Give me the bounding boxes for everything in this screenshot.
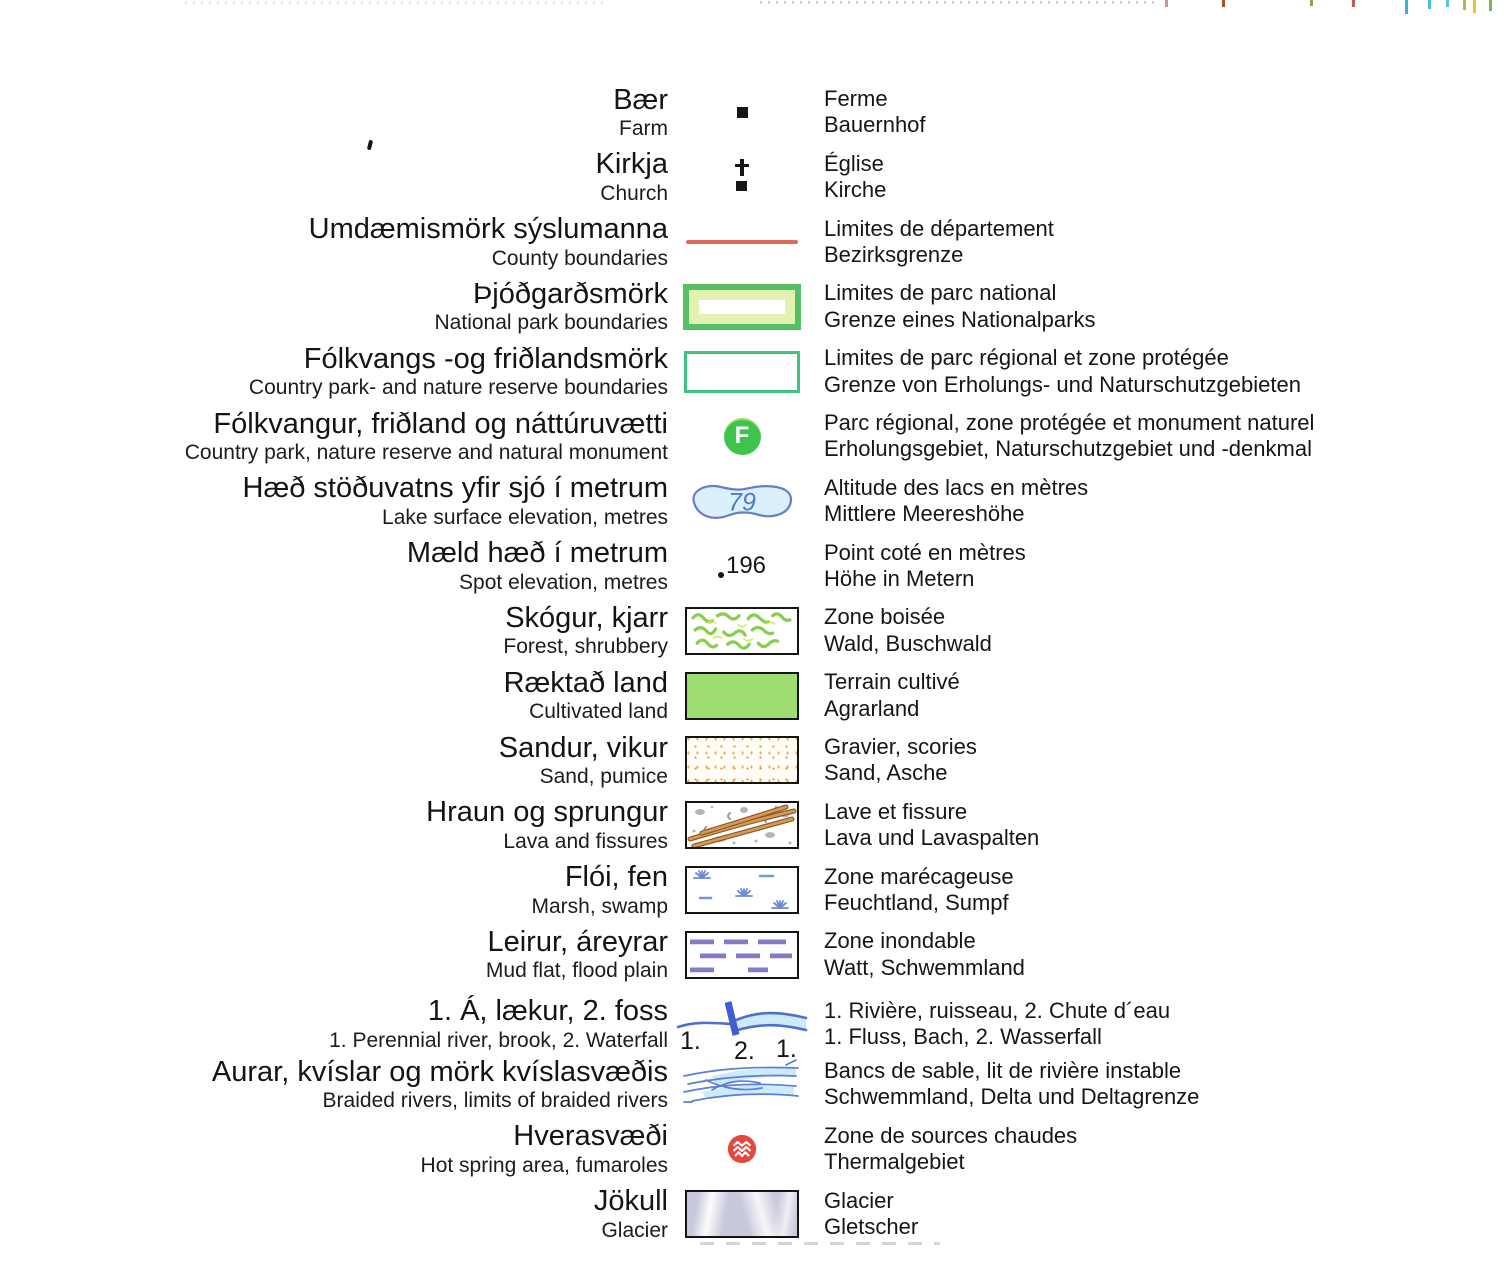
desc-french: Point coté en mètres (824, 539, 1026, 565)
scan-tick (1428, 0, 1431, 9)
glacier-swatch-icon (685, 1190, 799, 1238)
map-legend (0, 80, 1504, 1246)
sand-swatch-icon (685, 736, 799, 784)
row-names (0, 1121, 674, 1177)
desc-french: Zone boisée (824, 604, 946, 630)
scan-tick (1310, 0, 1313, 6)
scan-speck-line (185, 1, 605, 4)
name-english: Braided rivers, limits of braided rivers (322, 1089, 668, 1113)
name-icelandic: 1. Á, lækur, 2. foss (427, 995, 668, 1028)
desc-french: Zone inondable (824, 928, 976, 954)
church-square (736, 181, 747, 191)
desc-german: Bezirksgrenze (824, 241, 964, 267)
desc-german: Thermalgebiet (824, 1149, 965, 1175)
scan-tick (1405, 0, 1408, 14)
legend-row-cultivated-land (0, 663, 1504, 728)
row-descriptions (810, 540, 1504, 593)
desc-german: Wald, Buschwald (824, 630, 992, 656)
church-cross-vertical (740, 159, 744, 176)
legend-row-river-waterfall (0, 987, 1504, 1066)
name-icelandic: Leirur, áreyrar (487, 925, 668, 958)
row-names (0, 409, 674, 465)
monument-letter: F (734, 422, 750, 450)
row-descriptions (810, 1123, 1504, 1176)
row-names (0, 603, 674, 659)
marsh-swatch-icon (685, 866, 799, 914)
legend-row-country-park-boundaries (0, 339, 1504, 404)
desc-german: Watt, Schwemmland (824, 954, 1025, 980)
row-descriptions (810, 669, 1504, 722)
name-icelandic: Umdæmismörk sýslumanna (308, 213, 668, 246)
desc-german: Erholungsgebiet, Naturschutzgebiet und -denkmal (824, 436, 1312, 462)
legend-row-farm (0, 80, 1504, 145)
name-english: 1. Perennial river, brook, 2. Waterfall (329, 1028, 668, 1052)
legend-row-church (0, 145, 1504, 210)
legend-row-national-park (0, 274, 1504, 339)
lake-elevation-value: 79 (728, 488, 756, 517)
scan-tick (1489, 0, 1492, 11)
name-english: National park boundaries (434, 311, 668, 335)
row-names (0, 538, 674, 594)
spot-dot (718, 572, 724, 578)
legend-row-braided-rivers (0, 1052, 1504, 1117)
desc-german: Grenze eines Nationalparks (824, 306, 1096, 332)
desc-german: Lava und Lavaspalten (824, 825, 1040, 851)
desc-french: Limites de parc régional et zone protégée (824, 345, 1229, 371)
mudflat-swatch-icon (685, 931, 799, 979)
desc-french: Ferme (824, 86, 888, 111)
desc-german: Schwemmland, Delta und Deltagrenze (824, 1084, 1200, 1110)
name-icelandic: Ræktað land (503, 666, 668, 699)
desc-german: Agrarland (824, 695, 920, 721)
row-names (0, 279, 674, 335)
desc-french: Lave et fissure (824, 798, 968, 824)
legend-row-hot-spring (0, 1117, 1504, 1182)
desc-german: Höhe in Metern (824, 565, 975, 591)
legend-row-forest (0, 598, 1504, 663)
scan-tick (1446, 0, 1449, 7)
name-icelandic: Hraun og sprungur (426, 796, 668, 829)
name-icelandic: Sandur, vikur (498, 731, 668, 764)
name-icelandic: Mæld hæð í metrum (406, 537, 668, 570)
desc-german: Mittlere Meereshöhe (824, 501, 1025, 527)
river-label-3: 1. (776, 1035, 797, 1064)
desc-german: Bauernhof (824, 112, 926, 138)
name-english: Lake surface elevation, metres (382, 505, 668, 529)
desc-french: Église (824, 150, 884, 176)
row-descriptions (810, 280, 1504, 333)
name-english: Church (600, 181, 668, 205)
row-names (0, 85, 674, 141)
scan-tick (1473, 0, 1476, 13)
national-park-boundary-icon (683, 284, 801, 330)
desc-french: Limites de parc national (824, 280, 1057, 306)
row-names (0, 1057, 674, 1113)
desc-german: Sand, Asche (824, 760, 948, 786)
row-names (0, 1186, 674, 1242)
mudflat-pattern (687, 933, 797, 977)
legend-row-spot-elevation (0, 534, 1504, 599)
row-names (0, 214, 674, 270)
lava-pattern (687, 803, 797, 847)
row-descriptions (810, 1058, 1504, 1111)
name-english: County boundaries (491, 246, 668, 270)
name-icelandic: Bær (613, 83, 668, 116)
name-english: Farm (619, 117, 668, 141)
desc-french: Terrain cultivé (824, 669, 960, 695)
row-descriptions (810, 928, 1504, 981)
row-descriptions (810, 86, 1504, 139)
church-cross-horizontal (735, 164, 749, 168)
scan-tick (1352, 0, 1355, 7)
legend-row-mud-flat (0, 922, 1504, 987)
row-names (0, 473, 674, 529)
desc-french: Glacier (824, 1187, 894, 1213)
name-english: Country park, nature reserve and natural monument (184, 441, 668, 465)
legend-row-marsh (0, 858, 1504, 923)
church-icon (732, 159, 752, 195)
lake-elevation-icon (685, 475, 799, 527)
scan-tick (1222, 0, 1225, 7)
name-english: Mud flat, flood plain (485, 959, 668, 983)
legend-row-lava (0, 793, 1504, 858)
row-names (0, 733, 674, 789)
name-english: Country park- and nature reserve boundaries (248, 376, 668, 400)
name-icelandic: Hverasvæði (513, 1120, 668, 1153)
desc-german: 1. Fluss, Bach, 2. Wasserfall (824, 1024, 1102, 1050)
desc-french: Altitude des lacs en mètres (824, 474, 1089, 500)
row-names (0, 149, 674, 205)
name-icelandic: Flói, fen (564, 861, 668, 894)
desc-french: 1. Rivière, ruisseau, 2. Chute d´eau (824, 997, 1171, 1023)
name-english: Glacier (601, 1218, 668, 1242)
forest-squiggles (687, 609, 797, 653)
river-waterfall-icon (676, 997, 808, 1066)
row-descriptions (810, 864, 1504, 917)
row-descriptions (810, 410, 1504, 463)
name-icelandic: Jökull (593, 1185, 668, 1218)
desc-french: Parc régional, zone protégée et monument naturel (824, 409, 1315, 435)
river-label-1: 1. (680, 1027, 701, 1056)
scan-tick (1463, 0, 1466, 10)
farm-square-icon (737, 107, 748, 118)
name-icelandic: Þjóðgarðsmörk (472, 278, 668, 311)
desc-german: Kirche (824, 177, 887, 203)
row-descriptions (810, 151, 1504, 204)
legend-row-sand (0, 728, 1504, 793)
scan-tick (1165, 0, 1168, 7)
desc-french: Zone marécageuse (824, 863, 1014, 889)
name-english: Lava and fissures (503, 829, 668, 853)
row-names (0, 927, 674, 983)
braided-river-icon (682, 1058, 802, 1110)
forest-swatch-icon (685, 607, 799, 655)
lava-swatch-icon (685, 801, 799, 849)
cultivated-land-swatch-icon (685, 672, 799, 720)
desc-french: Bancs de sable, lit de rivière instable (824, 1057, 1182, 1083)
name-icelandic: Fólkvangs -og friðlandsmörk (303, 342, 668, 375)
monument-badge-icon (724, 418, 761, 455)
name-icelandic: Hæð stöðuvatns yfir sjó í metrum (242, 472, 668, 505)
name-english: Spot elevation, metres (459, 570, 668, 594)
row-descriptions (810, 604, 1504, 657)
desc-german: Gletscher (824, 1213, 919, 1239)
name-english: Sand, pumice (539, 765, 668, 789)
name-icelandic: Kirkja (595, 148, 668, 181)
desc-french: Limites de département (824, 215, 1054, 241)
row-names (0, 797, 674, 853)
row-descriptions (810, 475, 1504, 528)
name-icelandic: Fólkvangur, friðland og náttúruvætti (213, 407, 668, 440)
spot-elevation-value: 196 (725, 551, 767, 579)
legend-row-natural-monument (0, 404, 1504, 469)
name-icelandic: Aurar, kvíslar og mörk kvíslasvæðis (211, 1055, 668, 1088)
row-names (0, 668, 674, 724)
desc-german: Feuchtland, Sumpf (824, 889, 1009, 915)
row-descriptions (810, 216, 1504, 269)
county-boundary-line-icon (686, 240, 798, 244)
country-park-boundary-icon (684, 351, 800, 393)
legend-row-glacier (0, 1182, 1504, 1247)
row-names (0, 344, 674, 400)
name-english: Forest, shrubbery (503, 635, 668, 659)
name-icelandic: Skógur, kjarr (505, 602, 668, 634)
row-descriptions (810, 799, 1504, 852)
desc-french: Zone de sources chaudes (824, 1122, 1078, 1148)
desc-german: Grenze von Erholungs- und Naturschutzgebieten (824, 371, 1301, 397)
row-descriptions (810, 345, 1504, 398)
row-descriptions (810, 1188, 1504, 1241)
name-english: Marsh, swamp (531, 894, 668, 918)
row-names (0, 996, 674, 1052)
scan-edge-artifacts (0, 0, 1504, 20)
row-descriptions (810, 734, 1504, 787)
marsh-pattern (687, 868, 797, 912)
legend-row-county-boundaries (0, 210, 1504, 275)
row-descriptions (810, 998, 1504, 1051)
scan-speck-line (760, 1, 1160, 4)
row-names (0, 862, 674, 918)
hot-spring-icon (726, 1133, 758, 1165)
name-english: Hot spring area, fumaroles (420, 1153, 668, 1177)
legend-row-lake-elevation (0, 469, 1504, 534)
spot-elevation-icon (718, 552, 766, 580)
river-label-2: 2. (734, 1037, 755, 1066)
name-english: Cultivated land (529, 700, 668, 724)
desc-french: Gravier, scories (824, 733, 977, 759)
